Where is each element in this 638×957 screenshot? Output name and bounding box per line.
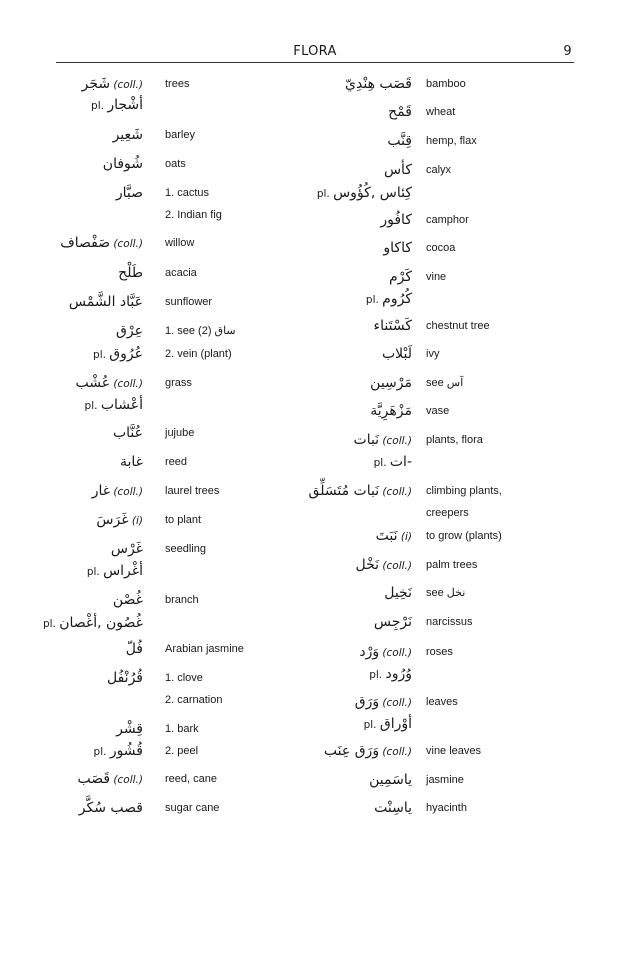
arabic-headword <box>87 560 143 583</box>
arabic-word: كاكاو <box>383 240 412 256</box>
arabic-word: عَبَّاد الشَّمْس <box>68 294 143 310</box>
arabic-headword <box>374 797 412 819</box>
arabic-headword <box>380 209 412 231</box>
english-gloss: hyacinth <box>426 802 467 814</box>
arabic-headword <box>111 538 143 560</box>
english-gloss: grass <box>165 377 192 389</box>
arabic-headword <box>345 73 412 95</box>
arabic-headword <box>78 768 144 791</box>
english-gloss: acacia <box>165 267 197 279</box>
english-gloss: to plant <box>165 514 202 526</box>
arabic-headword <box>60 232 143 255</box>
arabic-headword <box>383 237 412 259</box>
arabic-headword <box>94 740 143 763</box>
arabic-word: ياسِنْت <box>374 800 412 816</box>
plural-marker: pl. <box>316 188 334 200</box>
english-gloss: sugar cane <box>165 802 220 814</box>
english-gloss: seedling <box>165 543 206 555</box>
english-gloss: roses <box>426 646 453 658</box>
arabic-word: غُصْن <box>112 592 143 608</box>
english-gloss: vine leaves <box>426 745 482 757</box>
arabic-word: أغْراس <box>103 563 143 579</box>
plural-marker: pl. <box>369 669 386 681</box>
arabic-word: قَصَب هِنْدِيّ <box>345 76 412 92</box>
arabic-word: قِشْر <box>116 721 143 737</box>
english-gloss: 2. peel <box>165 745 199 757</box>
english-gloss: hemp, flax <box>426 135 477 147</box>
arabic-word: شُوفان <box>102 156 143 172</box>
arabic-headword <box>69 291 143 313</box>
page-number: 9 <box>563 44 572 59</box>
page-header <box>56 42 574 62</box>
english-gloss: climbing plants, <box>426 485 502 497</box>
arabic-headword <box>369 769 412 791</box>
english-gloss: leaves <box>426 696 458 708</box>
arabic-headword <box>388 101 412 123</box>
arabic-headword <box>103 153 143 175</box>
plural-marker: pl. <box>86 566 104 578</box>
arabic-headword <box>113 589 143 611</box>
arabic-word: نَبات مُتَسَلِّق <box>308 483 380 499</box>
arabic-word: غار <box>91 483 111 499</box>
english-gloss: 2. vein (plant) <box>165 348 232 360</box>
arabic-headword <box>364 713 412 736</box>
arabic-headword <box>324 740 412 763</box>
arabic-word: غابة <box>120 454 143 470</box>
arabic-word: -ات <box>389 454 412 470</box>
arabic-word: مَرْسِين <box>370 375 412 391</box>
arabic-word: طَلْح <box>118 265 143 281</box>
arabic-headword <box>354 429 412 452</box>
arabic-word: صَفْصاف <box>60 235 111 251</box>
english-gloss: 1. clove <box>165 672 203 684</box>
arabic-headword <box>374 451 412 474</box>
arabic-headword <box>113 124 143 146</box>
header-rule <box>56 62 574 63</box>
arabic-word: وَرَق عِنَب <box>323 743 380 759</box>
arabic-word: وَرَق <box>354 694 380 710</box>
english-gloss: wheat <box>426 106 456 118</box>
plural-marker: pl. <box>42 618 60 630</box>
arabic-word: كِئاس ,كُؤُوس <box>333 185 412 201</box>
english-gloss: chestnut tree <box>426 320 490 332</box>
arabic-word: وُرُود <box>385 666 412 682</box>
arabic-word: نَبات <box>353 432 380 448</box>
arabic-headword <box>374 611 412 633</box>
page-title: FLORA <box>293 44 337 59</box>
arabic-headword <box>369 663 412 686</box>
english-gloss: ivy <box>426 348 440 360</box>
english-gloss: 1. see ساق (2) <box>165 325 236 337</box>
plural-marker: pl. <box>93 349 110 361</box>
arabic-headword <box>359 641 412 664</box>
arabic-word: نَرْجِس <box>373 614 412 630</box>
english-gloss: calyx <box>426 164 452 176</box>
english-gloss: barley <box>165 129 195 141</box>
arabic-headword <box>120 451 143 473</box>
arabic-headword <box>43 612 143 635</box>
grammar-tag: (coll.) <box>110 486 143 498</box>
arabic-headword <box>382 343 412 365</box>
arabic-word: أوْراق <box>379 716 412 732</box>
english-gloss: 1. cactus <box>165 187 210 199</box>
arabic-headword <box>107 667 143 689</box>
plural-marker: pl. <box>91 100 108 112</box>
english-gloss: oats <box>165 158 186 170</box>
arabic-headword <box>85 394 143 417</box>
english-gloss: narcissus <box>426 616 473 628</box>
plural-marker: pl. <box>373 457 390 469</box>
english-gloss: vase <box>426 405 450 417</box>
grammar-tag: (coll.) <box>379 746 412 758</box>
english-gloss: cocoa <box>426 242 456 254</box>
english-gloss: 1. bark <box>165 723 199 735</box>
english-gloss: see نخل <box>426 587 466 599</box>
arabic-word: قُشُور <box>109 743 143 759</box>
english-gloss: laurel trees <box>165 485 220 497</box>
arabic-headword <box>389 266 412 288</box>
arabic-headword <box>387 130 412 152</box>
arabic-headword <box>356 554 412 577</box>
arabic-word: غَرَسَ <box>96 512 129 528</box>
english-gloss: see آس <box>426 377 464 389</box>
arabic-word: شَعِير <box>112 127 143 143</box>
english-gloss: plants, flora <box>426 434 483 446</box>
plural-marker: pl. <box>84 400 101 412</box>
arabic-word: مَزْهَرِيَّة <box>370 403 412 419</box>
english-gloss: branch <box>165 594 199 606</box>
arabic-headword <box>116 182 143 204</box>
arabic-word: صبَّار <box>115 185 143 201</box>
arabic-headword <box>96 509 143 532</box>
plural-marker: pl. <box>363 719 380 731</box>
arabic-headword <box>113 422 143 444</box>
arabic-headword <box>370 372 412 394</box>
arabic-headword <box>384 582 412 604</box>
arabic-word: قَمْح <box>388 104 412 120</box>
grammar-tag: (coll.) <box>379 560 412 572</box>
arabic-word: قُرُنْفُل <box>107 670 143 686</box>
english-gloss: reed, cane <box>165 773 217 785</box>
english-gloss: palm trees <box>426 559 478 571</box>
arabic-word: قِنَّب <box>387 133 412 149</box>
arabic-word: كَرْم <box>388 269 412 285</box>
arabic-word: كَسْتَناء <box>373 318 412 334</box>
arabic-headword <box>91 94 143 117</box>
arabic-headword <box>309 480 412 503</box>
arabic-word: كُرُوم <box>382 291 412 307</box>
english-gloss: 2. carnation <box>165 694 223 706</box>
arabic-headword <box>126 638 143 660</box>
arabic-headword <box>76 372 144 395</box>
grammar-tag: (coll.) <box>110 378 143 390</box>
arabic-headword <box>355 691 412 714</box>
arabic-word: قَصَب <box>77 771 111 787</box>
grammar-tag: (i) <box>128 515 143 527</box>
arabic-word: فُلّ <box>125 641 143 657</box>
arabic-word: شَجَر <box>81 76 111 92</box>
english-gloss: to grow (plants) <box>426 530 502 542</box>
english-gloss: sunflower <box>165 296 213 308</box>
arabic-headword <box>92 480 143 503</box>
plural-marker: pl. <box>365 294 383 306</box>
grammar-tag: (coll.) <box>379 697 412 709</box>
arabic-word: ياسَمِين <box>369 772 412 788</box>
plural-marker: pl. <box>93 746 110 758</box>
grammar-tag: (coll.) <box>110 79 143 91</box>
grammar-tag: (coll.) <box>379 486 412 498</box>
arabic-word: غَرْس <box>110 541 143 557</box>
english-gloss: Arabian jasmine <box>165 643 244 655</box>
arabic-word: أشْجار <box>107 97 143 113</box>
arabic-word: نَخْل <box>355 557 380 573</box>
arabic-word: لَبْلاب <box>381 346 412 362</box>
grammar-tag: (coll.) <box>379 647 412 659</box>
arabic-word: عُنَّاب <box>112 425 143 441</box>
english-gloss: trees <box>165 78 190 90</box>
grammar-tag: (coll.) <box>110 238 143 250</box>
arabic-headword <box>317 182 412 205</box>
english-gloss: willow <box>165 237 195 249</box>
english-gloss: creepers <box>426 507 469 519</box>
english-gloss: reed <box>165 456 188 468</box>
english-gloss: camphor <box>426 214 469 226</box>
english-gloss: jasmine <box>426 774 464 786</box>
arabic-headword <box>374 315 412 337</box>
arabic-headword <box>366 288 412 311</box>
arabic-headword <box>79 797 143 819</box>
arabic-word: عُرُوق <box>109 346 143 362</box>
arabic-word: غُصُون ,أغْصان <box>59 615 143 631</box>
arabic-word: كافُور <box>380 212 412 228</box>
english-gloss: bamboo <box>426 78 466 90</box>
english-gloss: 2. Indian fig <box>165 209 222 221</box>
arabic-word: أعْشاب <box>100 397 143 413</box>
arabic-headword <box>376 525 412 548</box>
arabic-headword <box>384 159 412 181</box>
arabic-headword <box>116 320 143 342</box>
arabic-headword <box>93 343 143 366</box>
english-gloss: jujube <box>165 427 195 439</box>
arabic-headword <box>82 73 143 96</box>
arabic-word: قصب سُكَّر <box>78 800 143 816</box>
arabic-word: نَبَتَ <box>375 528 398 544</box>
arabic-headword <box>116 718 143 740</box>
english-gloss: vine <box>426 271 447 283</box>
arabic-word: عُشْب <box>75 375 111 391</box>
arabic-word: وَرْد <box>359 644 380 660</box>
arabic-word: عِرْق <box>116 323 143 339</box>
arabic-word: نَخِيل <box>384 585 412 601</box>
arabic-headword <box>118 262 143 284</box>
grammar-tag: (coll.) <box>110 774 143 786</box>
grammar-tag: (coll.) <box>379 435 412 447</box>
arabic-headword <box>370 400 412 422</box>
grammar-tag: (i) <box>397 531 412 543</box>
arabic-word: كأس <box>383 162 412 178</box>
